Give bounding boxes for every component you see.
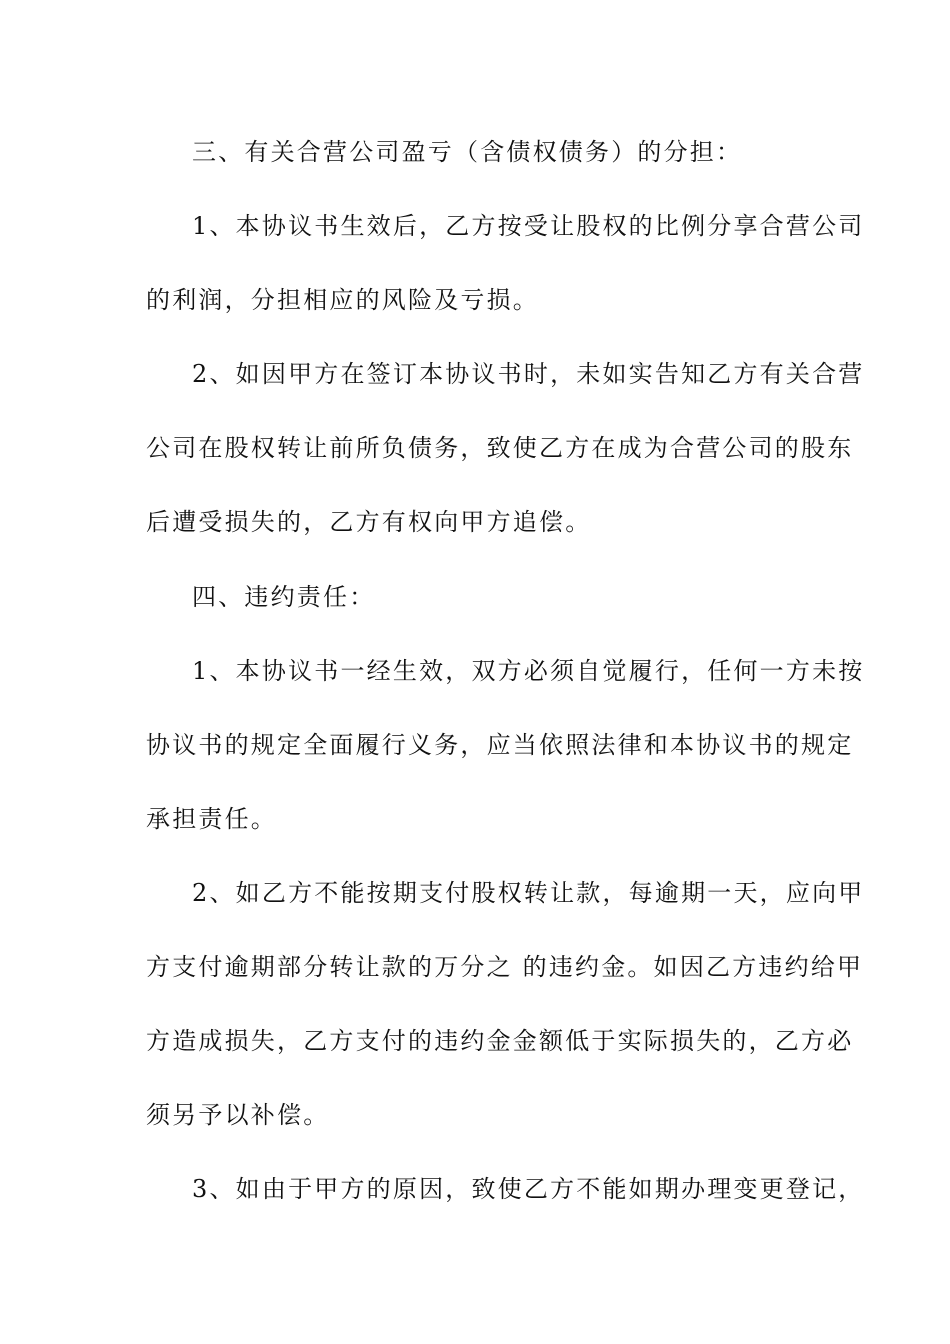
paragraph-line: 承担责任。	[146, 805, 277, 833]
paragraph-line: 1、本协议书一经生效，双方必须自觉履行，任何一方未按	[192, 657, 865, 685]
paragraph-line: 方造成损失，乙方支付的违约金金额低于实际损失的，乙方必	[146, 1027, 854, 1055]
paragraph-line: 后遭受损失的，乙方有权向甲方追偿。	[146, 508, 592, 536]
paragraph-line: 3、如由于甲方的原因，致使乙方不能如期办理变更登记，	[192, 1175, 865, 1203]
paragraph-line: 方支付逾期部分转让款的万分之 的违约金。如因乙方违约给甲	[146, 953, 864, 981]
paragraph-line: 公司在股权转让前所负债务，致使乙方在成为合营公司的股东	[146, 434, 854, 462]
paragraph-line: 1、本协议书生效后，乙方按受让股权的比例分享合营公司	[192, 212, 865, 240]
section-heading-profit-loss: 三、有关合营公司盈亏（含债权债务）的分担：	[192, 138, 743, 166]
paragraph-line: 2、如因甲方在签订本协议书时，未如实告知乙方有关合营	[192, 360, 865, 388]
section-heading-breach-liability: 四、违约责任：	[192, 583, 376, 611]
paragraph-line: 2、如乙方不能按期支付股权转让款，每逾期一天，应向甲	[192, 879, 865, 907]
paragraph-line: 的利润，分担相应的风险及亏损。	[146, 286, 539, 314]
paragraph-line: 协议书的规定全面履行义务，应当依照法律和本协议书的规定	[146, 731, 854, 759]
paragraph-line: 须另予以补偿。	[146, 1101, 330, 1129]
